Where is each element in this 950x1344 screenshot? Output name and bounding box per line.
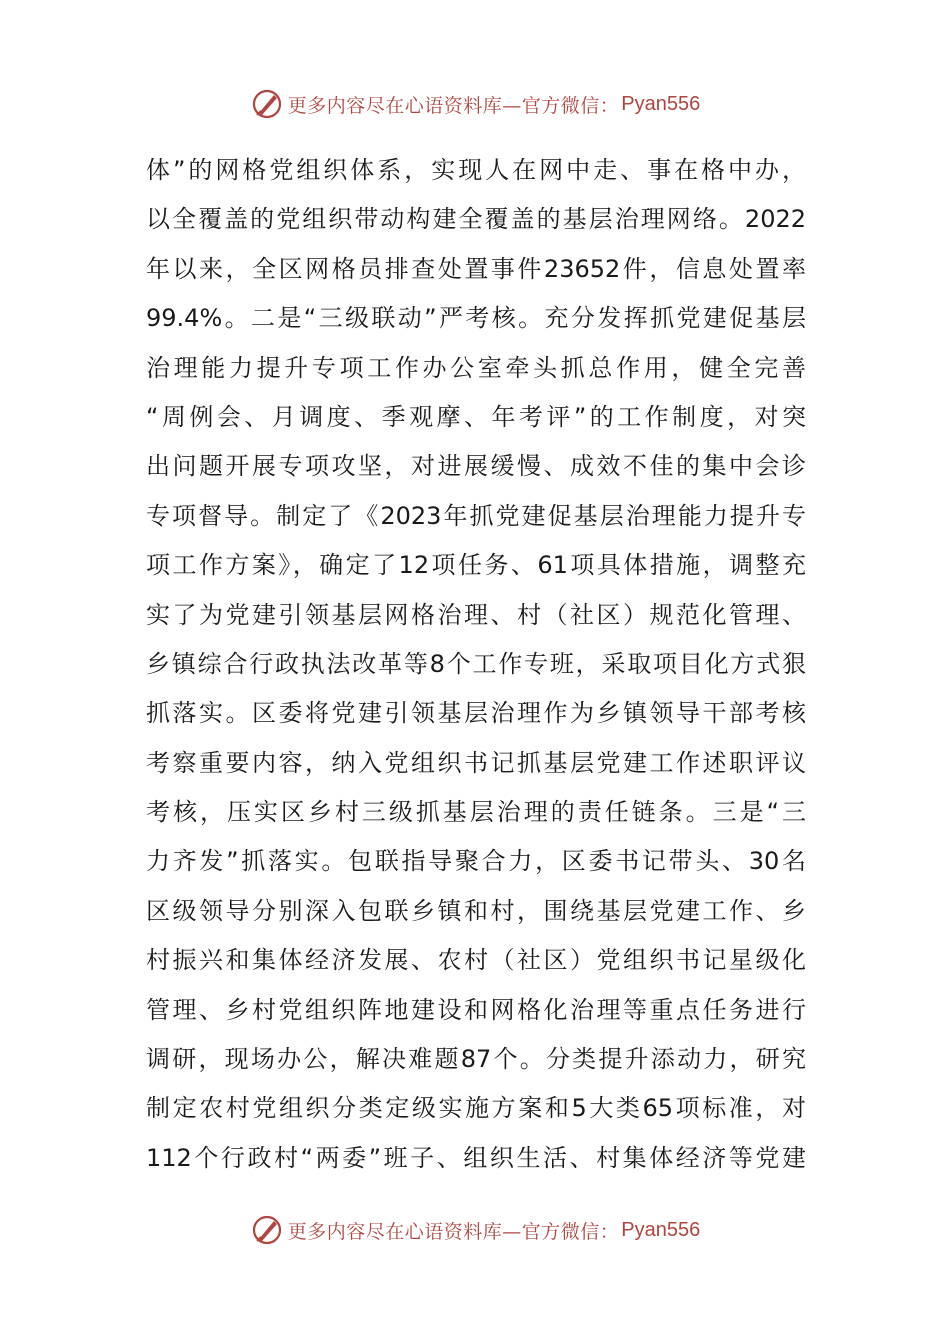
text-line: 项工作方案》，确定了12项任务、61项具体措施，调整充 xyxy=(146,551,806,580)
quill-logo-icon xyxy=(250,87,284,121)
watermark-text: 更多内容尽在心语资料库—官方微信： xyxy=(287,1220,620,1243)
text-line: 考察重要内容，纳入党组织书记抓基层党建工作述职评议 xyxy=(146,748,806,777)
watermark-wechat-id: Pyan556 xyxy=(621,1218,701,1241)
footer-watermark xyxy=(0,1210,950,1250)
text-line: 力齐发”抓落实。包联指导聚合力，区委书记带头、30名 xyxy=(146,847,806,876)
text-line: 乡镇综合行政执法改革等8个工作专班，采取项目化方式狠 xyxy=(146,649,806,678)
text-line: 制定农村党组织分类定级实施方案和5大类65项标准，对 xyxy=(146,1094,806,1123)
header-watermark xyxy=(0,84,950,124)
text-line: 112个行政村“两委”班子、组织生活、村集体经济等党建 xyxy=(146,1143,806,1172)
document-body xyxy=(146,146,806,1183)
watermark-wechat-id: Pyan556 xyxy=(621,92,701,115)
text-line: 99.4%。二是“三级联动”严考核。充分发挥抓党建促基层 xyxy=(146,304,806,333)
text-line: 管理、乡村党组织阵地建设和网格化治理等重点任务进行 xyxy=(146,995,806,1024)
text-line: 治理能力提升专项工作办公室牵头抓总作用，健全完善 xyxy=(146,353,806,382)
text-line: 抓落实。区委将党建引领基层治理作为乡镇领导干部考核 xyxy=(146,699,806,728)
text-line: 考核，压实区乡村三级抓基层治理的责任链条。三是“三 xyxy=(146,798,806,827)
quill-logo-icon xyxy=(250,1213,284,1247)
text-line: 调研，现场办公，解决难题87个。分类提升添动力，研究 xyxy=(146,1045,806,1074)
text-line: 专项督导。制定了《2023年抓党建促基层治理能力提升专 xyxy=(146,501,806,530)
text-line: 以全覆盖的党组织带动构建全覆盖的基层治理网络。2022 xyxy=(146,205,806,234)
text-line: 区级领导分别深入包联乡镇和村，围绕基层党建工作、乡 xyxy=(146,896,806,925)
text-line: 体”的网格党组织体系，实现人在网中走、事在格中办， xyxy=(146,156,806,184)
text-line: 实了为党建引领基层网格治理、村（社区）规范化管理、 xyxy=(146,600,806,629)
text-line: 村振兴和集体经济发展、农村（社区）党组织书记星级化 xyxy=(146,946,806,975)
text-line: “周例会、月调度、季观摩、年考评”的工作制度，对突 xyxy=(146,402,806,431)
text-line: 出问题开展专项攻坚，对进展缓慢、成效不佳的集中会诊 xyxy=(146,452,806,481)
text-line: 年以来，全区网格员排查处置事件23652件，信息处置率 xyxy=(146,254,806,283)
watermark-text: 更多内容尽在心语资料库—官方微信： xyxy=(287,94,620,117)
